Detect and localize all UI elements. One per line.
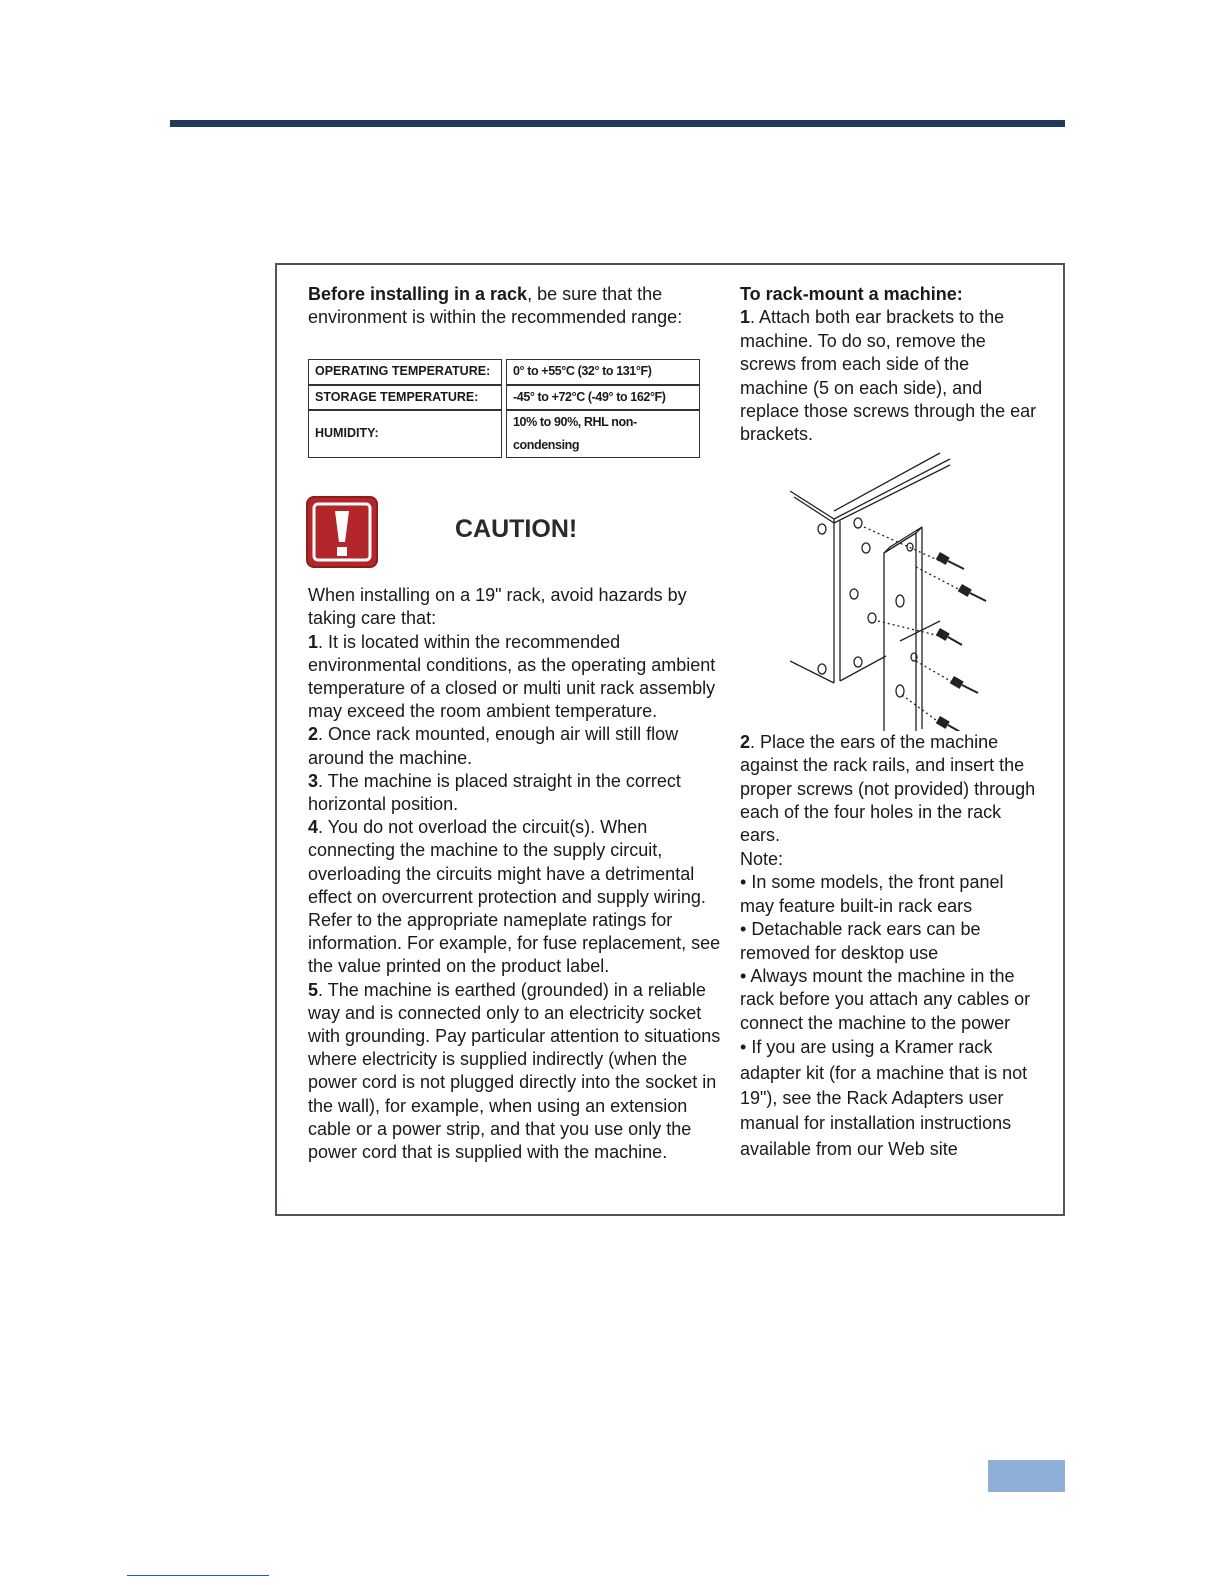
env-value: -45° to +72°C (-49° to 162°F) [506,385,700,410]
env-value: 0° to +55°C (32° to 131°F) [506,359,700,384]
bullet-dot-icon: • [740,965,747,986]
list-item: 5. The machine is earthed (grounded) in a reliable way and is connected only to an electricity socket with grounding. Pay particular attention to situations where electricity is supplied indirectly (when the power cord is not plugged directly into the socket in the wall), for example, when using an extension cable or a power strip, and that you use only the power cord that is supplied with the machine. [308,979,721,1163]
rack-intro: Before installing in a rack, be sure that the environment is within the recommended range: [308,284,683,328]
list-item: • Always mount the machine in the rack before you attach any cables or connect the machine to the power [740,965,1031,1033]
footer-link-line [127,1575,269,1576]
env-label: OPERATING TEMPERATURE: [308,359,502,384]
right-column [740,283,1040,1162]
header-rule [170,120,1065,127]
environment-table [304,359,704,458]
env-label: STORAGE TEMPERATURE: [308,385,502,410]
list-item: 4. You do not overload the circuit(s). When connecting the machine to the supply circuit, overloading the circuits might have a detrimental effect on overcurrent protection and supply wiring. Refer to the appropriate nameplate ratings for information. For example, for fuse replacement, see the value printed on the product label. [308,817,721,977]
table-row [308,385,700,410]
list-item: 1. It is located within the recommended environmental conditions, as the operating ambient temperature of a closed or multi unit rack assembly may exceed the room ambient temperature. [308,631,716,722]
caution-title: CAUTION! [455,515,578,544]
step-1: 1. Attach both ear brackets to the machine. To do so, remove the screws from each side of the machine (5 on each side), and replace those screws through the ear brackets. [740,307,1037,445]
env-label: HUMIDITY: [308,410,502,458]
env-value: 10% to 90%, RHL non-condensing [506,410,700,458]
ear-bracket-diagram [790,451,1030,731]
step-2: 2. Place the ears of the machine against the rack rails, and insert the proper screws (not provided) through each of the four holes in the rack ears. [740,731,1036,846]
page-number-tab [988,1460,1065,1492]
bullet-dot-icon: • [740,919,747,940]
caution-intro: When installing on a 19" rack, avoid hazards by taking care that: [308,585,687,629]
list-item: 2. Once rack mounted, enough air will still flow around the machine. [308,724,679,768]
exclamation-icon [308,498,376,566]
list-item: 3. The machine is placed straight in the correct horizontal position. [308,770,681,815]
rack-mount-heading: To rack-mount a machine: [740,284,963,304]
bullet-dot-icon: • [740,1037,747,1058]
note-label: Note: [740,848,784,869]
list-item: • Detachable rack ears can be removed for desktop use [740,919,981,963]
table-row [308,410,700,458]
list-item: • In some models, the front panel may feature built-in rack ears [740,872,1004,916]
caution-header [308,498,728,572]
table-row [308,359,700,384]
list-item: • If you are using a Kramer rack adapter kit (for a machine that is not 19"), see the Rack Adapters user manual for installation instructions available from our Web site [740,1037,1028,1159]
bullet-dot-icon: • [740,872,747,893]
left-column [308,283,728,1164]
